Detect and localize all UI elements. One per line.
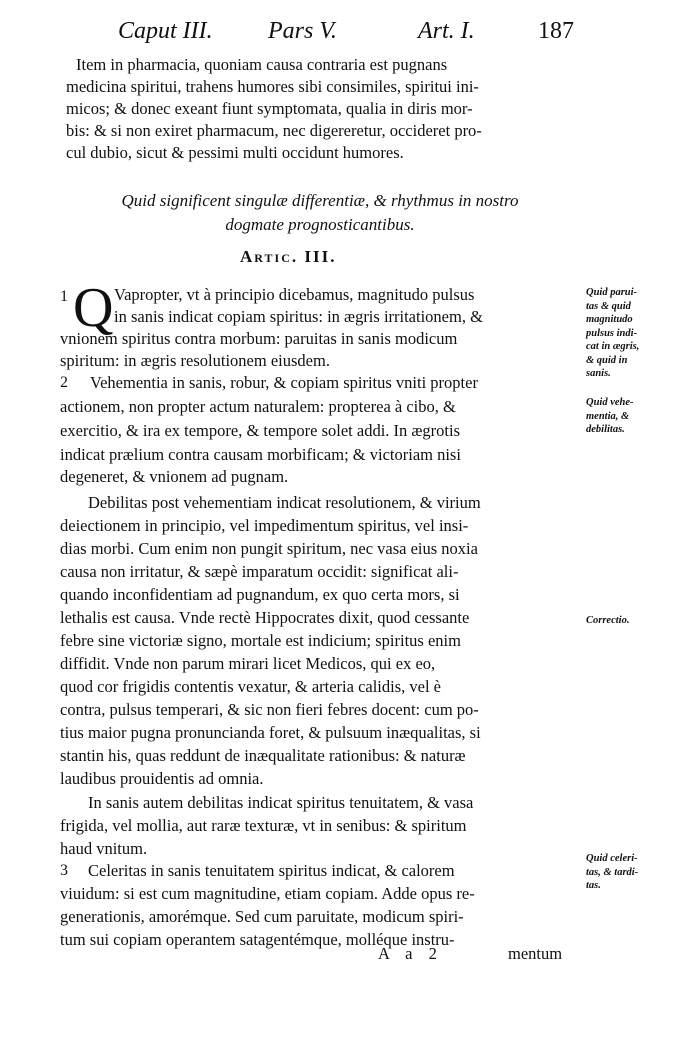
text-line: contra, pulsus temperari, & sic non fieri febres docent: cum po- bbox=[60, 700, 479, 719]
text-line: diffidit. Vnde non parum mirari licet Medicos, qui ex eo, bbox=[60, 654, 436, 673]
text-line: Vapropter, vt à principio dicebamus, magnitudo pulsus bbox=[114, 285, 475, 304]
text-line: tius maior pugna pronuncianda foret, & pulsuum inæqualitas, si bbox=[60, 723, 481, 742]
text-line: medicina spiritui, trahens humores sibi consimiles, spiritui ini- bbox=[66, 77, 479, 96]
page-number: 187 bbox=[538, 18, 574, 44]
text-line: Celeritas in sanis tenuitatem spiritus indicat, & calorem bbox=[88, 861, 455, 880]
margin-note bbox=[586, 396, 698, 437]
margin-note-line: mentia, & bbox=[586, 410, 630, 422]
running-head bbox=[118, 14, 578, 48]
text-line: actionem, non propter actum naturalem: propterea à cibo, & bbox=[60, 397, 456, 416]
part-label: Pars V. bbox=[268, 18, 337, 44]
text-line: spiritum: in ægris resolutionem eiusdem. bbox=[60, 351, 330, 370]
margin-note-line: debilitas. bbox=[586, 424, 625, 435]
margin-note-line: Quid parui- bbox=[586, 287, 638, 298]
margin-note bbox=[586, 286, 698, 381]
margin-note-line: tas & quid bbox=[586, 300, 631, 312]
text-line: haud vnitum. bbox=[60, 839, 148, 858]
text-line: generationis, amorémque. Sed cum paruitate, modicum spiri- bbox=[60, 907, 464, 926]
margin-note-line: tas, & tardi- bbox=[586, 866, 639, 878]
text-line: dias morbi. Cum enim non pungit spiritum, nec vasa eius noxia bbox=[60, 539, 478, 558]
paragraph-number: 1 bbox=[60, 288, 68, 305]
text-line: laudibus prouidentis ad omnia. bbox=[60, 769, 264, 788]
text-line: micos; & donec exeant fiunt symptomata, qualia in diris mor- bbox=[66, 99, 473, 118]
text-line: febre sine victoriæ signo, mortale est indicium; spiritus enim bbox=[60, 631, 461, 650]
catchword: mentum bbox=[508, 944, 563, 963]
text-line: lethalis est causa. Vnde rectè Hippocrates dixit, quod cessante bbox=[60, 608, 470, 627]
text-line: degeneret, & vnionem ad pugnam. bbox=[60, 467, 289, 486]
margin-note-line: pulsus indi- bbox=[586, 327, 638, 339]
signature-mark: A a 2 bbox=[378, 944, 443, 963]
margin-note-line: sanis. bbox=[586, 368, 611, 379]
text-line: exercitio, & ira ex tempore, & tempore solet addi. In ægrotis bbox=[60, 421, 461, 440]
section-heading-line: Quid significent singulæ differentiæ, & rhythmus in nostro bbox=[121, 191, 519, 210]
margin-note-line: magnitudo bbox=[586, 314, 633, 325]
margin-note-line: & quid in bbox=[586, 354, 628, 366]
section-heading-line: dogmate prognosticantibus. bbox=[225, 215, 415, 234]
text-line: frigida, vel mollia, aut raræ texturæ, vt in senibus: & spiritum bbox=[60, 816, 467, 835]
margin-note-line: cat in ægris, bbox=[586, 341, 640, 352]
margin-note-line: Quid celeri- bbox=[586, 853, 638, 864]
text-line: cul dubio, sicut & pessimi multi occidunt humores. bbox=[66, 143, 404, 162]
text-line: Vehementia in sanis, robur, & copiam spiritus vniti propter bbox=[90, 373, 478, 392]
text-line: quando inconfidentiam ad pugnandum, ex quo certa mors, si bbox=[60, 585, 460, 604]
margin-note bbox=[586, 614, 698, 628]
paragraph-number: 3 bbox=[60, 862, 68, 879]
margin-note-line: Correctio. bbox=[586, 615, 630, 626]
margin-note-line: tas. bbox=[586, 880, 601, 891]
text-line: indicat prælium contra causam morbificam; & victoriam nisi bbox=[60, 445, 461, 464]
margin-note-line: Quid vehe- bbox=[586, 397, 634, 408]
margin-note bbox=[586, 852, 698, 893]
text-line: Item in pharmacia, quoniam causa contraria est pugnans bbox=[76, 55, 448, 74]
text-line: viuidum: si est cum magnitudine, etiam copiam. Adde opus re- bbox=[60, 884, 475, 903]
chapter-label: Caput III. bbox=[118, 18, 213, 44]
text-line: quod cor frigidis contentis vexatur, & arteria calidis, vel è bbox=[60, 677, 442, 696]
text-line: stantin his, quas reddunt de inæqualitate rationibus: & naturæ bbox=[60, 746, 466, 765]
text-line: causa non irritatur, & sæpè imparatum occidit: significat ali- bbox=[60, 562, 459, 581]
artic-heading: Artic. III. bbox=[240, 247, 337, 266]
text-line: in sanis indicat copiam spiritus: in ægris irritationem, & bbox=[114, 307, 483, 326]
text-line: deiectionem in principio, vel impedimentum spiritus, vel insi- bbox=[60, 516, 469, 535]
text-line: Debilitas post vehementiam indicat resolutionem, & virium bbox=[88, 493, 481, 512]
text-line: In sanis autem debilitas indicat spiritus tenuitatem, & vasa bbox=[88, 793, 474, 812]
text-line: vnionem spiritus contra morbum: paruitas in sanis modicum bbox=[60, 329, 458, 348]
article-label: Art. I. bbox=[418, 18, 475, 44]
drop-cap: Q bbox=[73, 277, 114, 339]
text-line: bis: & si non exiret pharmacum, nec digereretur, occideret pro- bbox=[66, 121, 482, 140]
text-line: tum sui copiam operantem satagentémque, molléque instru- bbox=[60, 930, 455, 949]
paragraph-number: 2 bbox=[60, 374, 68, 391]
